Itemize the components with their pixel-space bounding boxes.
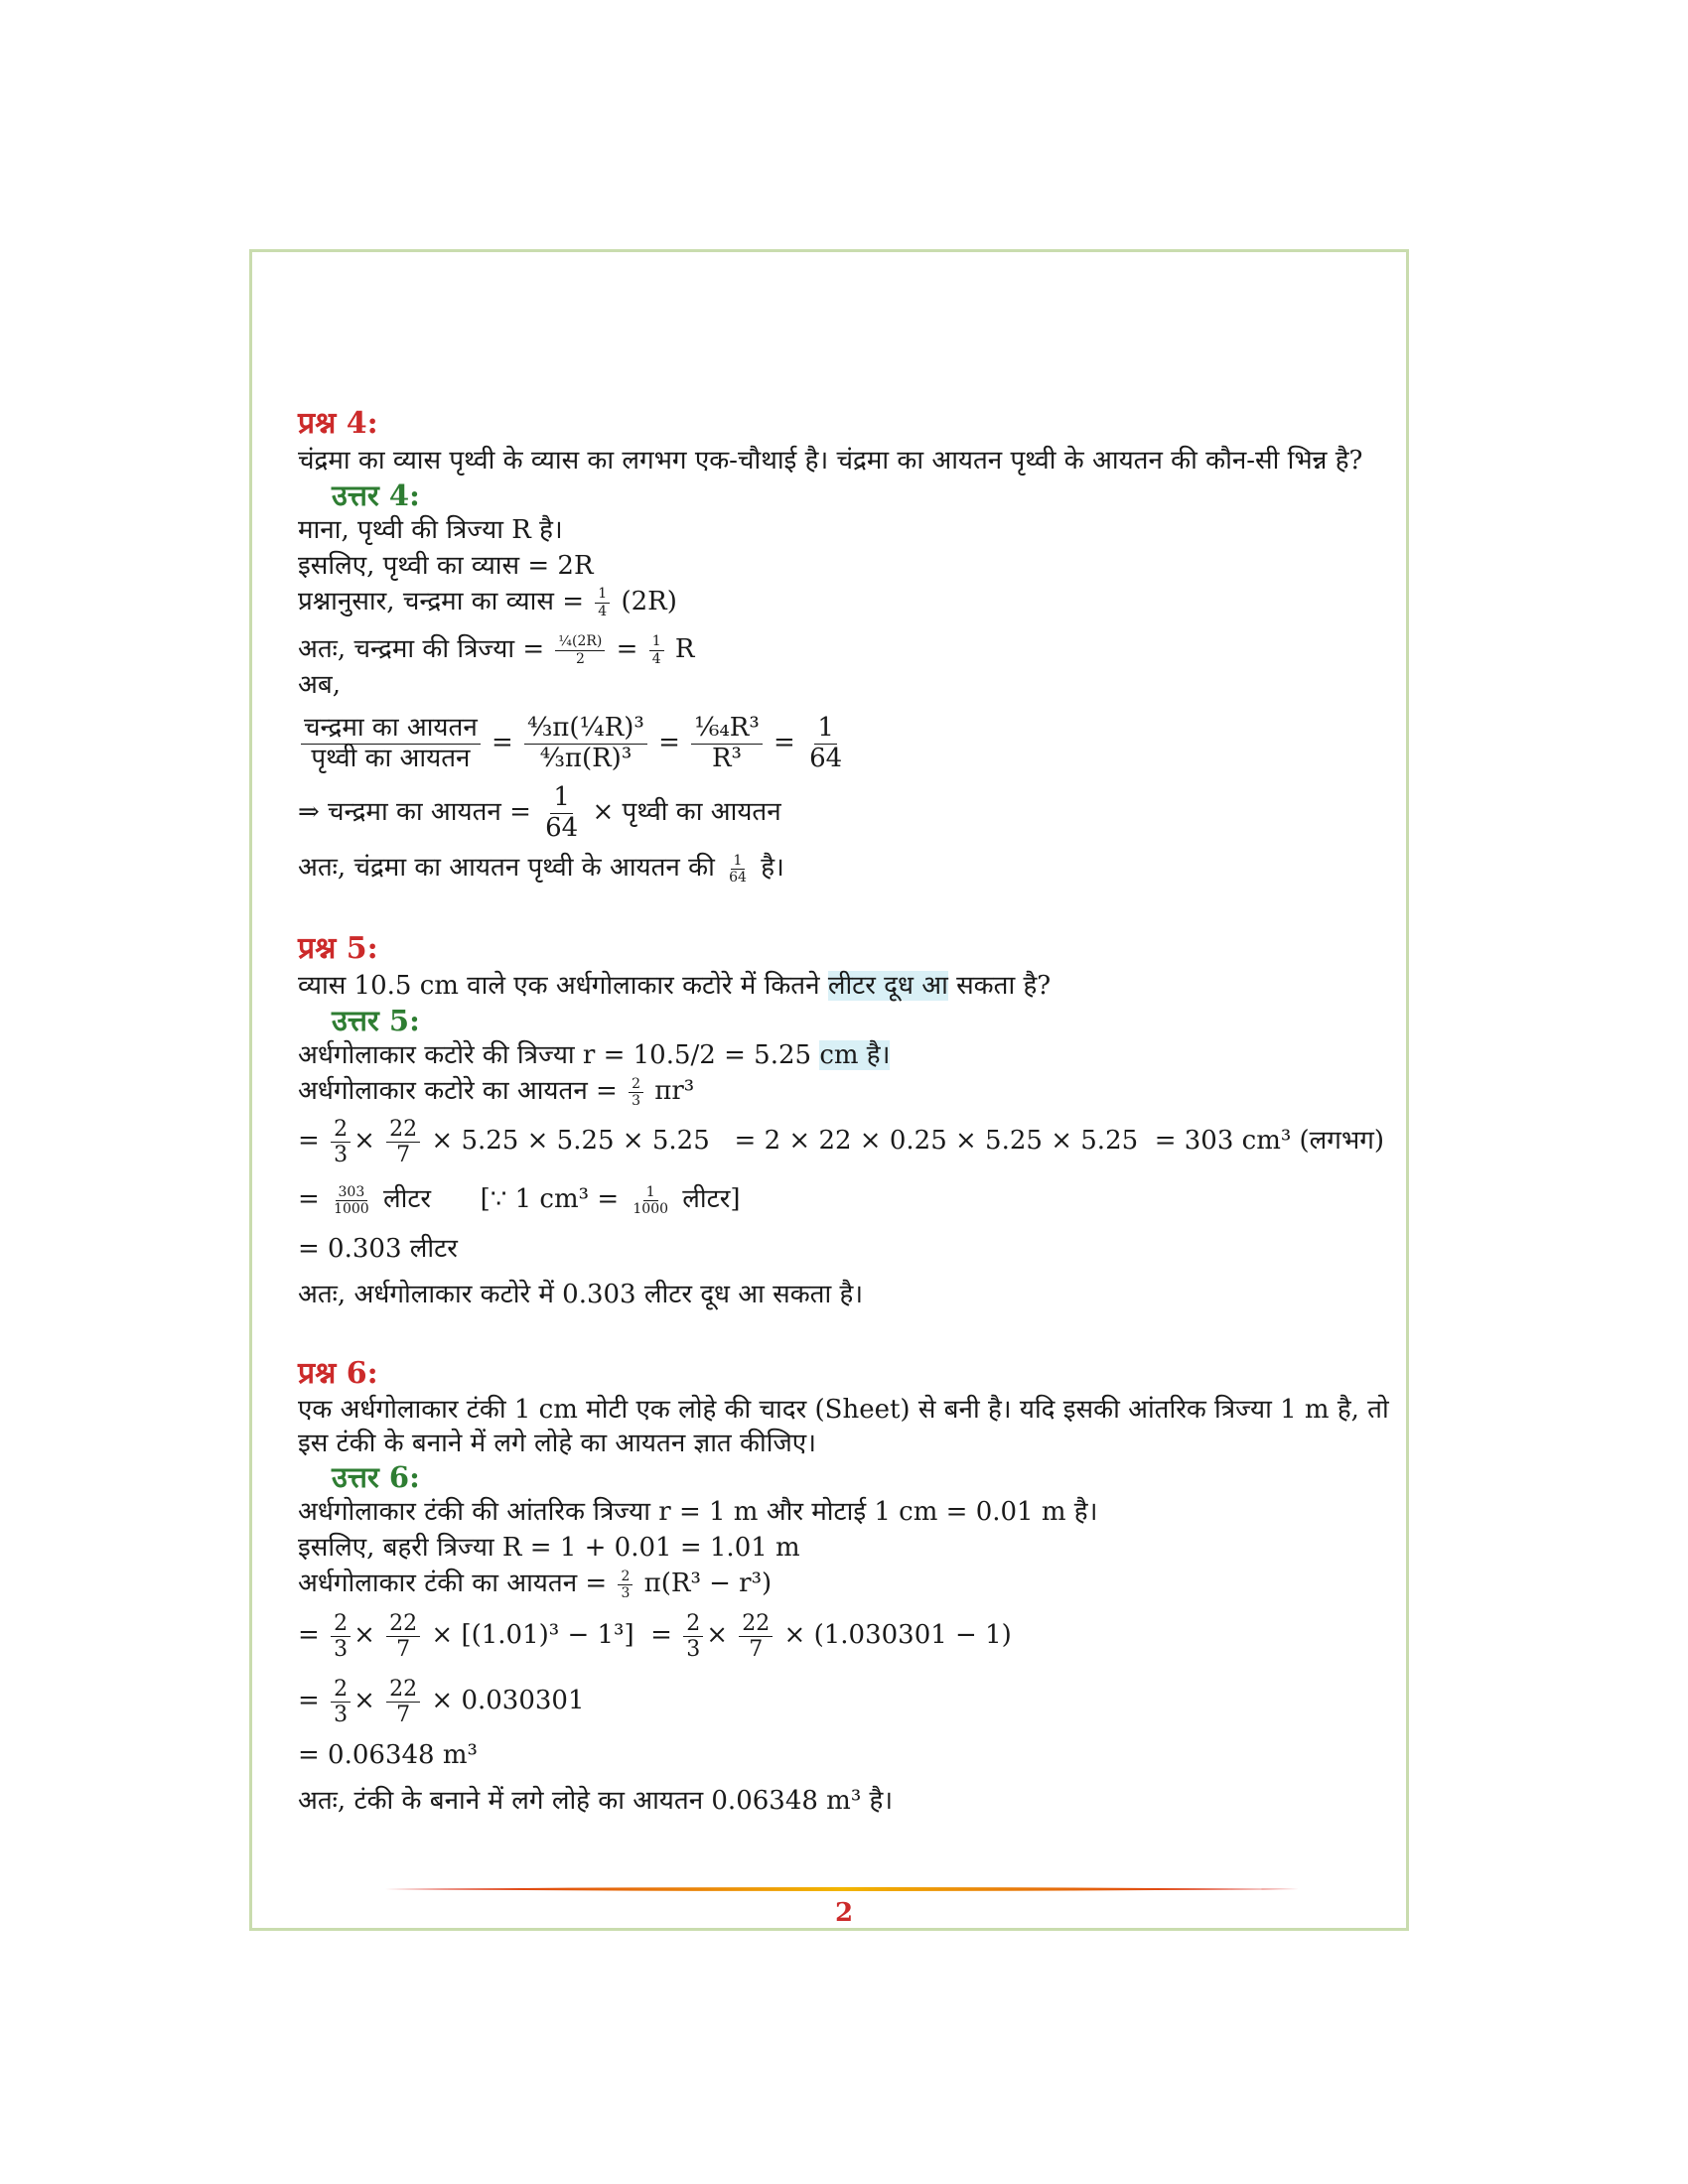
answer-6-line-4: = $\frac{2}{3}$ × $\frac{22}{7}$ × [(1.01)³ − 1³] = $\frac{2}{3}$ × $\frac{22}{7}$ × (1.030301 − 1) <box>298 1610 1012 1662</box>
fraction-twenty-two-sevenths-3: $\frac{22}{7}$ <box>739 1611 773 1663</box>
fraction-moon-radius: $\frac{\text{¼(2R)}}{2}$ <box>555 633 605 666</box>
question-5-text <box>298 968 1390 1004</box>
answer-4-conclusion-text: अतः, चंद्रमा का आयतन पृथ्वी के आयतन की <box>298 853 715 884</box>
answer-4-line-4: अतः, चन्द्रमा की त्रिज्या = $\frac{\text{¼(2R)}}{2}$ = $\frac{1}{4}$ R <box>298 633 695 667</box>
answer-6-line-3 <box>298 1566 1390 1601</box>
question-4-heading: प्रश्न 4: <box>298 406 378 441</box>
answer-4-line-1: माना, पृथ्वी की त्रिज्या R है। <box>298 515 563 545</box>
answer-5-line-4-note-tail: लीटर] <box>682 1184 741 1215</box>
answer-6-heading: उत्तर 6: <box>332 1460 420 1495</box>
answer-4-line-2: इसलिए, पृथ्वी का व्यास = 2R <box>298 551 594 581</box>
answer-5-line-3-part-c: = 303 cm³ (लगभग) <box>1154 1126 1385 1157</box>
ratio-expression-2: $\frac{\text{¹⁄₆₄R³}}{\text{R³}}$ <box>691 714 763 774</box>
answer-4-line-6-text: ⇒ चन्द्रमा का आयतन = <box>298 797 531 827</box>
fraction-one-quarter: $\frac{1}{4}$ <box>595 586 610 618</box>
question-4-text: चंद्रमा का व्यास पृथ्वी के व्यास का लगभग एक-चौथाई है। चंद्रमा का आयतन पृथ्वी के आयतन की कौन-सी भिन्न है? <box>298 446 1363 476</box>
answer-5-line-1-text: अर्धगोलाकार कटोरे की त्रिज्या r = 10.5/2 = 5.25 <box>298 1040 820 1071</box>
answer-4-line-6-tail: × पृथ्वी का आयतन <box>592 797 781 827</box>
answer-4-line-3-text: प्रश्नानुसार, चन्द्रमा का व्यास = <box>298 587 585 616</box>
answer-4-volume-ratio: $\frac{\text{चन्द्रमा का आयतन}}{\text{पृथ्वी का आयतन}}$ = $\frac{\text{⁴⁄₃π(¼R)³}}{\text{⁴⁄₃π(R)³}}$ = $\frac{\text{¹⁄₆₄R³}}{\text{R³}}$ = $\frac{1}{64}$ <box>298 703 1390 782</box>
question-5-highlight: लीटर दूध आ <box>827 971 948 1002</box>
footer-divider <box>385 1886 1299 1892</box>
answer-6-line-3-expr: π(R³ − r³) <box>643 1569 773 1599</box>
answer-4-line-3-expr: (2R) <box>621 587 677 616</box>
answer-5-line-4-unit: लीटर <box>382 1184 432 1215</box>
answer-6-line-1: अर्धगोलाकार टंकी की आंतरिक त्रिज्या r = 1 m और मोटाई 1 cm = 0.01 m है। <box>298 1497 1098 1528</box>
fraction-one-over-1000: $\frac{1}{1000}$ <box>633 1183 669 1217</box>
answer-5-line-4: = $\frac{303}{1000}$ लीटर [∵ 1 cm³ = $\frac{1}{1000}$ लीटर] <box>298 1183 741 1217</box>
answer-5-line-3-part-b: = 2 × 22 × 0.25 × 5.25 × 5.25 <box>734 1126 1139 1157</box>
answer-5-line-1 <box>298 1037 1390 1073</box>
answer-6-line-4-part-a: × [(1.01)³ − 1³] <box>431 1620 634 1651</box>
answer-4-line-4-expr: R <box>674 634 695 664</box>
answer-6-conclusion: अतः, टंकी के बनाने में लगे लोहे का आयतन 0.06348 m³ है। <box>298 1786 894 1817</box>
fraction-one-sixty-fourth-small: $\frac{1}{64}$ <box>729 852 747 886</box>
answer-5-line-3: = $\frac{2}{3}$ × $\frac{22}{7}$ × 5.25 × 5.25 × 5.25 = 2 × 22 × 0.25 × 5.25 × 5.25 = 303 cm³ (लगभग) <box>298 1116 1385 1167</box>
fraction-twenty-two-sevenths-4: $\frac{22}{7}$ <box>386 1677 420 1728</box>
fraction-two-thirds-6: $\frac{2}{3}$ <box>331 1677 351 1728</box>
answer-4-heading: उत्तर 4: <box>332 478 420 512</box>
answer-5-line-2-text: अर्धगोलाकार कटोरे का आयतन = <box>298 1076 618 1107</box>
answer-5-heading: उत्तर 5: <box>332 1004 420 1038</box>
ratio-result: $\frac{1}{64}$ <box>809 712 843 773</box>
fraction-303-over-1000: $\frac{303}{1000}$ <box>334 1183 369 1217</box>
fraction-two-thirds-3: $\frac{2}{3}$ <box>618 1569 633 1601</box>
answer-4-conclusion-tail: है। <box>761 853 784 884</box>
ratio-expression-1: $\frac{\text{⁴⁄₃π(¼R)³}}{\text{⁴⁄₃π(R)³}}$ <box>524 714 647 774</box>
fraction-twenty-two-sevenths: $\frac{22}{7}$ <box>386 1117 420 1168</box>
question-6-text: एक अर्धगोलाकार टंकी 1 cm मोटी एक लोहे की चादर (Sheet) से बनी है। यदि इसकी आंतरिक त्रिज्या 1 m है, तो इस टंकी के बनाने में लगे लोहे का आयतन ज्ञात कीजिए। <box>298 1395 1389 1459</box>
answer-6-line-5: = $\frac{2}{3}$ × $\frac{22}{7}$ × 0.030301 <box>298 1676 585 1727</box>
question-5-heading: प्रश्न 5: <box>298 931 378 967</box>
answer-5-line-3-part-a: × 5.25 × 5.25 × 5.25 <box>431 1126 710 1157</box>
answer-5-line-4-note: [∵ 1 cm³ = <box>480 1184 620 1215</box>
question-5-text-end: सकता है? <box>947 971 1052 1002</box>
answer-6-line-4-part-b: × (1.030301 − 1) <box>783 1620 1012 1651</box>
question-6-heading: प्रश्न 6: <box>298 1356 378 1392</box>
fraction-two-thirds-4: $\frac{2}{3}$ <box>331 1611 351 1663</box>
answer-5-line-5: = 0.303 लीटर <box>298 1234 458 1265</box>
answer-4-line-5: अब, <box>298 670 341 700</box>
fraction-two-thirds-2: $\frac{2}{3}$ <box>331 1117 351 1168</box>
fraction-two-thirds: $\frac{2}{3}$ <box>629 1076 643 1109</box>
answer-5-conclusion: अतः, अर्धगोलाकार कटोरे में 0.303 लीटर दूध आ सकता है। <box>298 1280 864 1310</box>
answer-4-line-6 <box>298 782 1390 843</box>
answer-5-line-2 <box>298 1073 1390 1109</box>
fraction-one-sixty-fourth: $\frac{1}{64}$ <box>545 781 579 843</box>
fraction-twenty-two-sevenths-2: $\frac{22}{7}$ <box>386 1611 420 1663</box>
answer-5-line-1-highlight: cm है। <box>819 1040 891 1071</box>
answer-6-line-5-expr: × 0.030301 <box>431 1686 585 1716</box>
answer-6-line-2: इसलिए, बहरी त्रिज्या R = 1 + 0.01 = 1.01 m <box>298 1533 800 1564</box>
answer-6-line-6: = 0.06348 m³ <box>298 1740 478 1771</box>
page-number: 2 <box>834 1898 854 1928</box>
answer-5-line-2-expr: πr³ <box>654 1076 695 1107</box>
answer-6-line-3-text: अर्धगोलाकार टंकी का आयतन = <box>298 1569 608 1599</box>
ratio-label-fraction: $\frac{\text{चन्द्रमा का आयतन}}{\text{पृथ्वी का आयतन}}$ <box>301 714 481 774</box>
question-5-text-start: व्यास 10.5 cm वाले एक अर्धगोलाकार कटोरे में कितने <box>298 971 828 1002</box>
answer-4-line-4-text: अतः, चन्द्रमा की त्रिज्या = <box>298 634 545 664</box>
answer-4-line-3 <box>298 584 1390 619</box>
fraction-two-thirds-5: $\frac{2}{3}$ <box>683 1611 703 1663</box>
page-content <box>298 395 1390 1824</box>
fraction-one-quarter-2: $\frac{1}{4}$ <box>649 633 664 666</box>
answer-4-conclusion <box>298 843 1390 892</box>
